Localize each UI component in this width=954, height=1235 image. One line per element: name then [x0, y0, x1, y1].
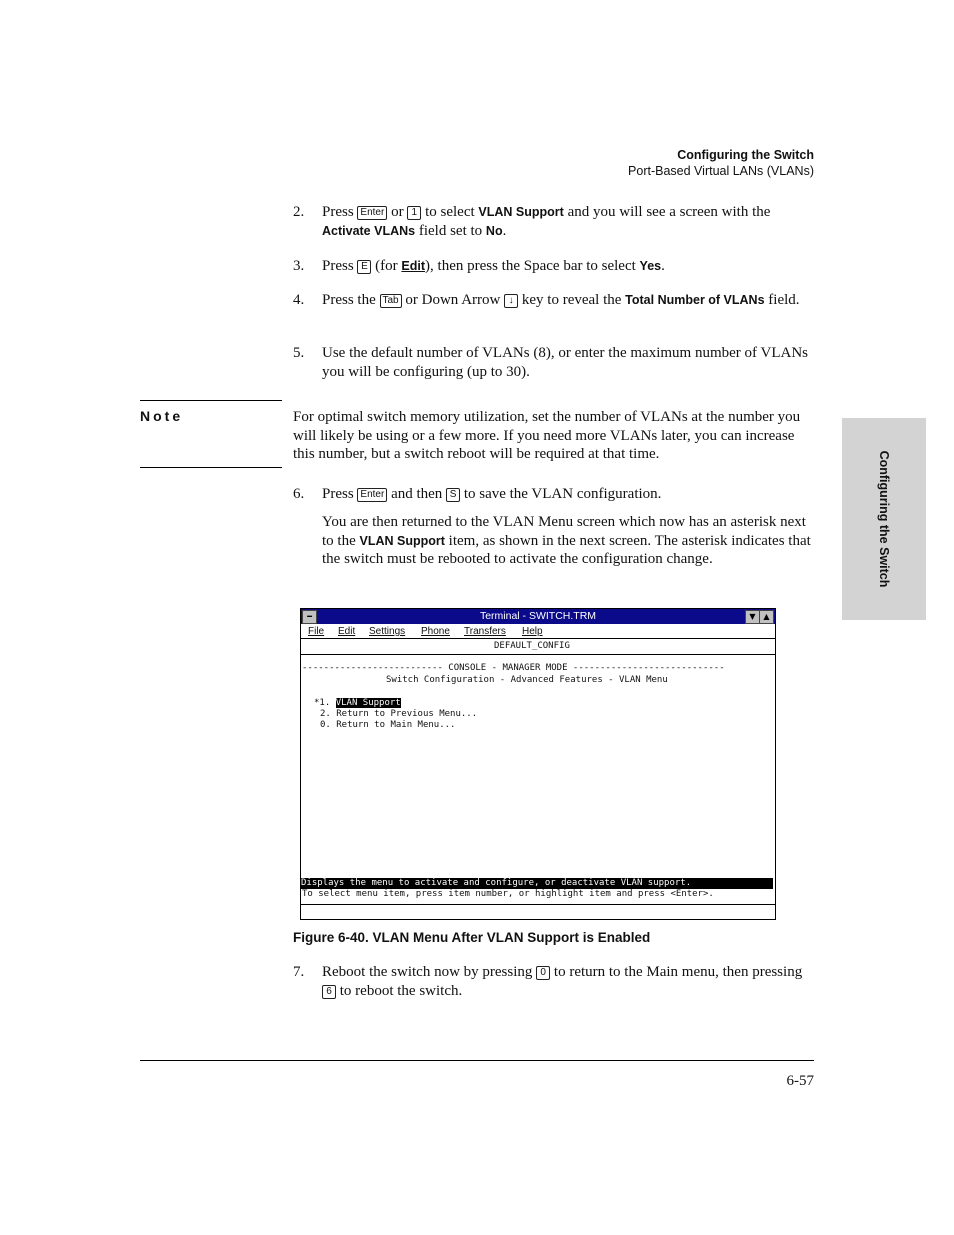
step-6-explanation — [322, 513, 814, 569]
menu-item-previous[interactable]: 2. Return to Previous Menu... — [320, 709, 478, 719]
menu-item-prefix: *1. — [314, 698, 336, 708]
running-header-subtitle: Port-Based Virtual LANs (VLANs) — [628, 164, 814, 178]
chapter-side-tab — [842, 418, 926, 620]
step-text: Press the — [322, 292, 376, 308]
note-label: Note — [140, 408, 184, 424]
menu-settings[interactable]: Settings — [369, 626, 406, 637]
status-line: Displays the menu to activate and configure, or deactivate VLAN support. — [301, 878, 773, 889]
step-4 — [293, 291, 814, 310]
minimize-icon[interactable]: ▼ — [745, 610, 760, 624]
menu-item-vlan-support[interactable] — [314, 698, 401, 709]
activate-vlans-term: Activate VLANs — [322, 224, 416, 238]
vlan-support-term: VLAN Support — [359, 533, 445, 548]
step-text: to reboot the switch. — [339, 983, 463, 999]
menu-breadcrumb: Switch Configuration - Advanced Features - VLAN Menu — [386, 675, 668, 685]
figure-caption: Figure 6-40. VLAN Menu After VLAN Support is Enabled — [293, 930, 651, 945]
terminal-menubar — [301, 625, 775, 639]
menu-file[interactable]: File — [308, 626, 325, 637]
step-text: Press — [322, 204, 354, 220]
no-value: No — [485, 224, 503, 238]
step-number: 5. — [293, 345, 305, 361]
zero-key: 0 — [536, 966, 550, 980]
step-text: to select — [425, 204, 475, 220]
step-number: 2. — [293, 204, 305, 220]
step-2 — [293, 203, 814, 241]
chapter-side-tab-label: Configuring the Switch — [877, 450, 891, 588]
edit-term: Edit — [401, 259, 426, 273]
tab-key: Tab — [380, 294, 402, 308]
menu-item-highlight: VLAN Support — [335, 698, 401, 708]
step-text: or — [391, 204, 404, 220]
config-name: DEFAULT_CONFIG — [494, 641, 570, 651]
para-text: item, as shown in the next screen. The asterisk indicates that the switch must be rebooted to activate the configuration change. — [322, 532, 811, 567]
yes-value: Yes — [639, 259, 662, 273]
step-text: to save the VLAN configuration. — [463, 486, 662, 502]
enter-key: Enter — [357, 488, 387, 502]
one-key: 1 — [407, 206, 421, 220]
menu-phone[interactable]: Phone — [421, 626, 450, 637]
note-top-rule — [140, 400, 282, 401]
terminal-title: Terminal - SWITCH.TRM — [479, 610, 597, 622]
page-number: 6-57 — [786, 1073, 814, 1089]
step-text: and then — [391, 486, 443, 502]
menu-edit[interactable]: Edit — [338, 626, 356, 637]
step-number: 4. — [293, 292, 305, 308]
step-5 — [293, 344, 814, 382]
step-text: . — [661, 258, 665, 274]
terminal-window — [300, 608, 776, 920]
e-key: E — [357, 260, 371, 274]
step-text: field set to — [418, 223, 483, 239]
step-3 — [293, 257, 814, 276]
help-line: To select menu item, press item number, or highlight item and press <Enter>. — [302, 889, 714, 899]
vlan-support-term: VLAN Support — [478, 205, 564, 219]
step-text: Reboot the switch now by pressing — [322, 964, 533, 980]
s-key: S — [446, 488, 460, 502]
step-text: Use the default number of VLANs (8), or enter the maximum number of VLANs you will be configuring (up to 30). — [322, 345, 808, 380]
footer-rule — [140, 1060, 814, 1061]
maximize-icon[interactable]: ▲ — [759, 610, 774, 624]
terminal-separator — [301, 654, 775, 655]
total-vlans-term: Total Number of VLANs — [625, 293, 765, 307]
running-header-title: Configuring the Switch — [677, 148, 814, 162]
terminal-titlebar — [301, 609, 775, 624]
step-text: (for — [375, 258, 398, 274]
step-text: or Down Arrow — [405, 292, 501, 308]
step-number: 3. — [293, 258, 305, 274]
step-text: ), then press the Space bar to select — [425, 258, 636, 274]
console-mode-line: -------------------------- CONSOLE - MANAGER MODE ---------------------------- — [302, 663, 725, 673]
note-text: For optimal switch memory utilization, set the number of VLANs at the number you will likely be using or a few more. If you need more VLANs later, you can increase this number, but a switch reboot will be required at that time. — [293, 409, 801, 462]
step-text: key to reveal the — [521, 292, 622, 308]
step-6 — [293, 485, 814, 504]
step-text: field. — [768, 292, 800, 308]
six-key: 6 — [322, 985, 336, 999]
step-text: and you will see a screen with the — [567, 204, 771, 220]
step-7 — [293, 963, 814, 1001]
para-text: You are then returned to the VLAN Menu screen which now has an asterisk next to the — [322, 514, 806, 549]
step-number: 6. — [293, 486, 305, 502]
down-arrow-key: ↓ — [504, 294, 518, 308]
note-bottom-rule — [140, 467, 282, 468]
step-text: Press — [322, 258, 354, 274]
menu-help[interactable]: Help — [522, 626, 543, 637]
step-text: . — [502, 223, 507, 239]
step-text: Press — [322, 486, 354, 502]
step-number: 7. — [293, 964, 305, 980]
terminal-bottom-line — [301, 904, 775, 905]
enter-key: Enter — [357, 206, 387, 220]
step-text: to return to the Main menu, then pressing — [553, 964, 803, 980]
menu-transfers[interactable]: Transfers — [464, 626, 506, 637]
system-menu-icon[interactable]: ━ — [302, 610, 317, 624]
menu-item-main[interactable]: 0. Return to Main Menu... — [320, 720, 456, 730]
